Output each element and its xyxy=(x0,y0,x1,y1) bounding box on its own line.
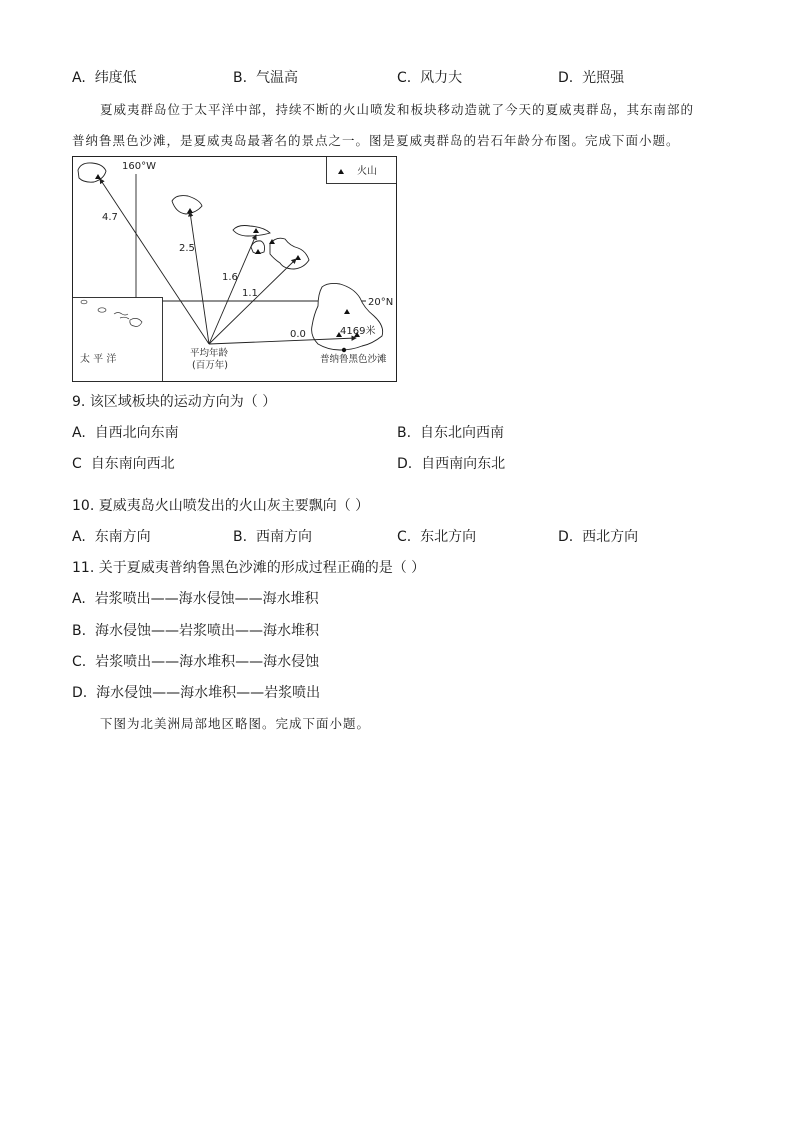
q11-option-c[interactable] xyxy=(72,651,319,671)
option-label: B. xyxy=(72,623,87,639)
q8-option-c[interactable] xyxy=(397,67,462,87)
option-text: 风力大 xyxy=(420,70,463,86)
q9-option-c[interactable] xyxy=(72,453,175,473)
q8-option-a[interactable] xyxy=(72,67,137,87)
passage-line-1: 夏威夷群岛位于太平洋中部，持续不断的火山喷发和板块移动造就了今天的夏威夷群岛，其东南部的 xyxy=(100,102,695,117)
hawaii-rock-age-map xyxy=(72,156,397,382)
passage-2: 下图为北美洲局部地区略图。完成下面小题。 xyxy=(100,716,371,731)
option-label: D. xyxy=(72,685,88,701)
option-text: 西北方向 xyxy=(582,529,639,545)
option-text: 自西北向东南 xyxy=(94,425,179,441)
option-text: 海水侵蚀——海水堆积——岩浆喷出 xyxy=(96,685,321,701)
age-label: 2.5 xyxy=(179,243,195,254)
q9-option-d[interactable] xyxy=(397,453,505,473)
option-label: B. xyxy=(233,529,248,545)
option-label: A. xyxy=(72,529,86,545)
option-label: A. xyxy=(72,425,86,441)
option-text: 海水侵蚀——岩浆喷出——海水堆积 xyxy=(94,623,319,639)
q10-option-b[interactable] xyxy=(233,526,312,546)
beach-label: 普纳鲁黑色沙滩 xyxy=(320,354,387,365)
q11-option-a[interactable] xyxy=(72,588,319,608)
q10-option-d[interactable] xyxy=(558,526,638,546)
option-label: B. xyxy=(233,70,248,86)
option-label: C xyxy=(72,456,82,472)
option-text: 东北方向 xyxy=(420,529,477,545)
age-label: 1.1 xyxy=(242,288,258,299)
inset-map xyxy=(73,298,163,382)
q9-stem: 9. 该区域板块的运动方向为（ ） xyxy=(72,394,277,410)
peak-label: 4169米 xyxy=(340,326,376,337)
origin-unit-label: (百万年) xyxy=(192,360,228,371)
option-label: B. xyxy=(397,425,412,441)
q11-option-d[interactable] xyxy=(72,682,320,702)
q8-option-b[interactable] xyxy=(233,67,298,87)
inset-label: 太 平 洋 xyxy=(80,354,117,365)
q8-option-d[interactable] xyxy=(558,67,624,87)
origin-label: 平均年龄 xyxy=(190,348,229,359)
age-label: 0.0 xyxy=(290,329,306,340)
option-label: D. xyxy=(397,456,413,472)
q9-option-b[interactable] xyxy=(397,422,504,442)
q10-option-a[interactable] xyxy=(72,526,151,546)
age-label: 1.6 xyxy=(222,272,238,283)
option-label: D. xyxy=(558,70,574,86)
option-text: 光照强 xyxy=(582,70,625,86)
q11-option-b[interactable] xyxy=(72,620,319,640)
beach-marker xyxy=(342,348,346,352)
option-label: C. xyxy=(397,70,412,86)
option-label: C. xyxy=(397,529,412,545)
option-text: 岩浆喷出——海水堆积——海水侵蚀 xyxy=(95,654,320,670)
option-text: 自东南向西北 xyxy=(90,456,175,472)
age-label: 4.7 xyxy=(102,212,118,223)
lon-label: 160°W xyxy=(122,161,156,172)
q10-stem: 10. 夏威夷岛火山喷发出的火山灰主要飘向（ ） xyxy=(72,498,370,514)
legend-label: 火山 xyxy=(357,166,377,177)
option-text: 西南方向 xyxy=(255,529,312,545)
option-text: 岩浆喷出——海水侵蚀——海水堆积 xyxy=(94,591,319,607)
legend-box xyxy=(327,157,397,184)
q9-option-a[interactable] xyxy=(72,422,179,442)
lat-label: 20°N xyxy=(368,297,394,308)
passage-line-2: 普纳鲁黑色沙滩，是夏威夷岛最著名的景点之一。图是夏威夷群岛的岩石年龄分布图。完成下面小题。 xyxy=(72,133,680,148)
option-text: 自西南向东北 xyxy=(421,456,506,472)
q10-option-c[interactable] xyxy=(397,526,476,546)
option-label: C. xyxy=(72,654,87,670)
option-label: A. xyxy=(72,591,86,607)
option-label: A. xyxy=(72,70,86,86)
option-text: 自东北向西南 xyxy=(419,425,504,441)
option-label: D. xyxy=(558,529,574,545)
option-text: 东南方向 xyxy=(94,529,151,545)
option-text: 气温高 xyxy=(255,70,298,86)
option-text: 纬度低 xyxy=(94,70,137,86)
q11-stem: 11. 关于夏威夷普纳鲁黑色沙滩的形成过程正确的是（ ） xyxy=(72,560,426,576)
